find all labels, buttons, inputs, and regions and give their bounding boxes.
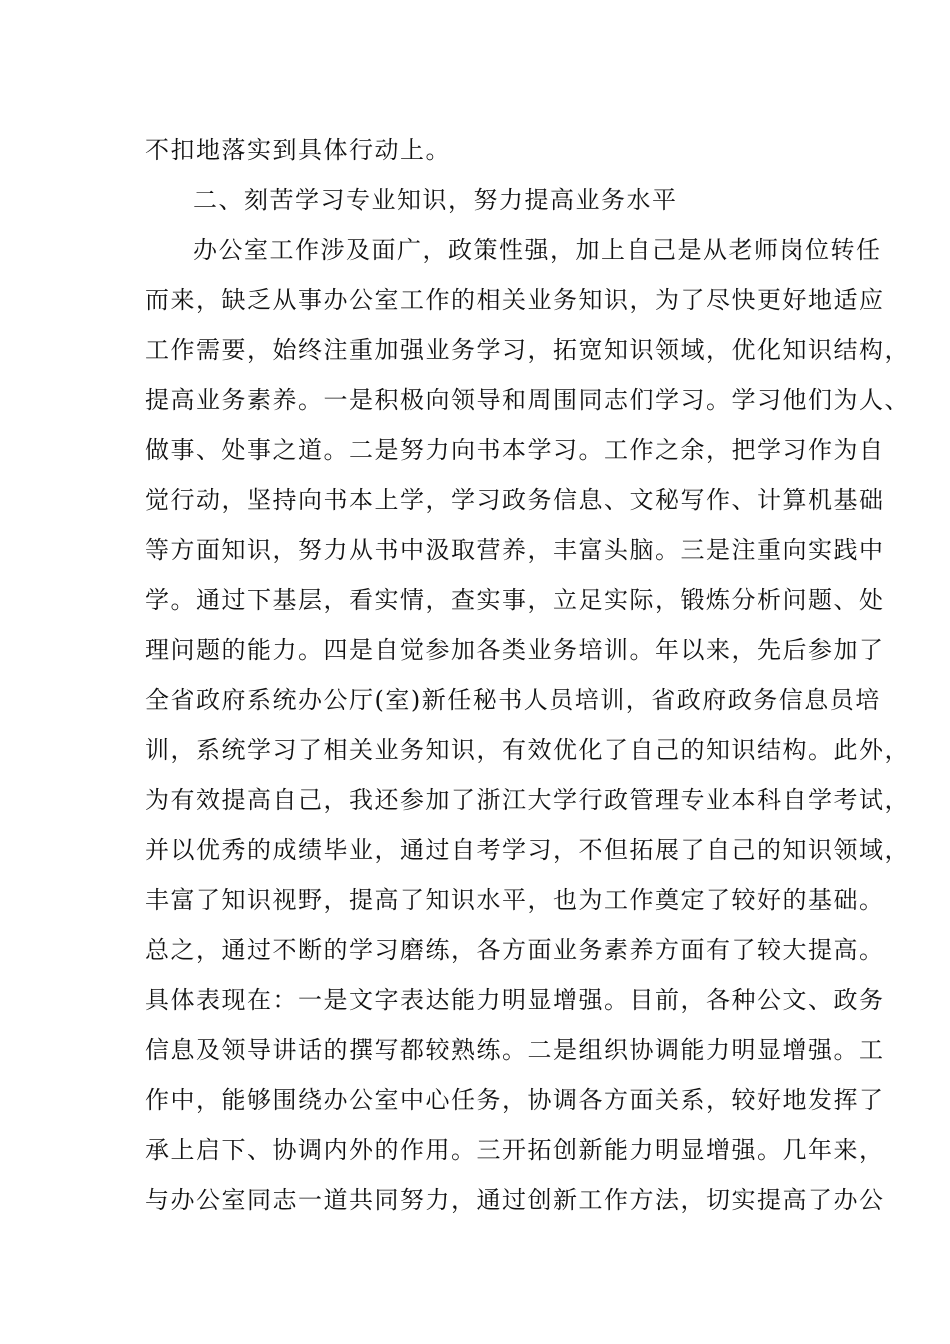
text-line-22: 与办公室同志一道共同努力，通过创新工作方法，切实提高了办公: [145, 1186, 885, 1214]
text-line-8: 觉行动，坚持向书本上学，学习政务信息、文秘写作、计算机基础: [145, 486, 885, 514]
text-line-12: 全省政府系统办公厅(室)新任秘书人员培训，省政府政务信息员培: [145, 686, 881, 714]
text-line-9: 等方面知识，努力从书中汲取营养，丰富头脑。三是注重向实践中: [145, 536, 885, 564]
text-line-6: 提高业务素养。一是积极向领导和周围同志们学习。学习他们为人、: [145, 386, 910, 414]
text-line-7: 做事、处事之道。二是努力向书本学习。工作之余，把学习作为自: [145, 436, 885, 464]
text-line-17: 总之，通过不断的学习磨练，各方面业务素养方面有了较大提高。: [145, 936, 885, 964]
text-line-3: 办公室工作涉及面广，政策性强，加上自己是从老师岗位转任: [193, 236, 882, 264]
section-heading: 二、刻苦学习专业知识，努力提高业务水平: [193, 186, 678, 214]
text-line-16: 丰富了知识视野，提高了知识水平，也为工作奠定了较好的基础。: [145, 886, 885, 914]
text-line-14: 为有效提高自己，我还参加了浙江大学行政管理专业本科自学考试，: [145, 786, 910, 814]
text-line-4: 而来，缺乏从事办公室工作的相关业务知识，为了尽快更好地适应: [145, 286, 885, 314]
text-line-13: 训，系统学习了相关业务知识，有效优化了自己的知识结构。此外，: [145, 736, 910, 764]
text-line-5: 工作需要，始终注重加强业务学习，拓宽知识领域，优化知识结构，: [145, 336, 910, 364]
text-line-1: 不扣地落实到具体行动上。: [145, 136, 451, 164]
text-line-20: 作中，能够围绕办公室中心任务，协调各方面关系，较好地发挥了: [145, 1086, 885, 1114]
text-line-15: 并以优秀的成绩毕业，通过自考学习，不但拓展了自己的知识领域，: [145, 836, 910, 864]
text-line-10: 学。通过下基层，看实情，查实事，立足实际，锻炼分析问题、处: [145, 586, 885, 614]
text-line-11: 理问题的能力。四是自觉参加各类业务培训。年以来，先后参加了: [145, 636, 885, 664]
text-line-19: 信息及领导讲话的撰写都较熟练。二是组织协调能力明显增强。工: [145, 1036, 885, 1064]
text-line-21: 承上启下、协调内外的作用。三开拓创新能力明显增强。几年来，: [145, 1136, 885, 1164]
text-line-18: 具体表现在：一是文字表达能力明显增强。目前，各种公文、政务: [145, 986, 885, 1014]
